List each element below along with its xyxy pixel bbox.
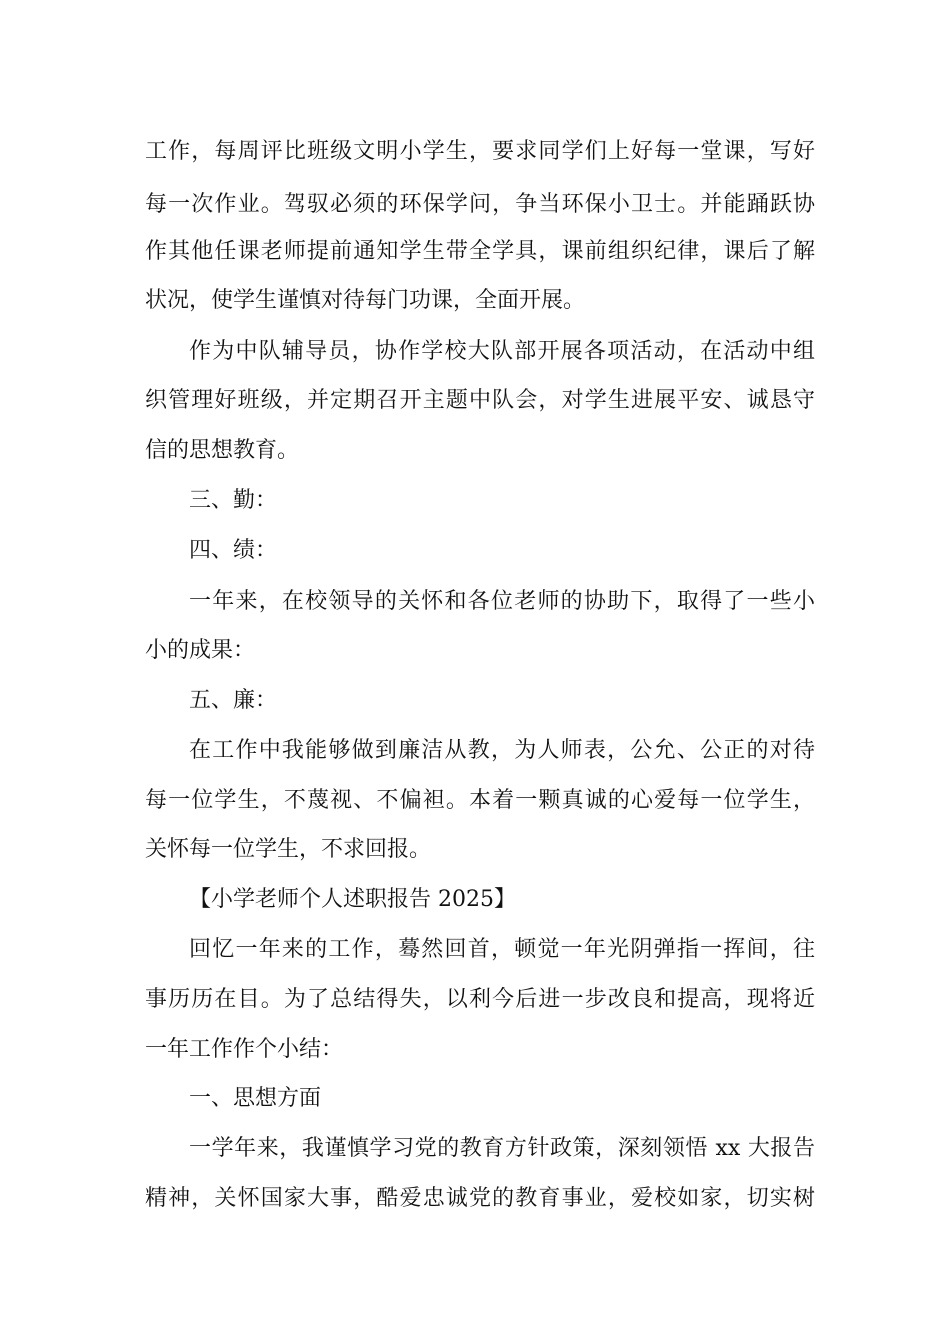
paragraph-line: 事历历在目。为了总结得失，以利今后进一步改良和提高，现将近 — [145, 987, 815, 1012]
paragraph-line: 作其他任课老师提前通知学生带全学具，课前组织纪律，课后了解 — [145, 239, 815, 264]
section-heading: 四、绩： — [189, 538, 278, 563]
paragraph-line: 小的成果： — [145, 638, 256, 663]
paragraph-line: 一年工作作个小结： — [145, 1037, 344, 1062]
paragraph-line: 每一位学生，不蔑视、不偏袒。本着一颗真诚的心爱每一位学生， — [145, 788, 815, 813]
paragraph-line: 在工作中我能够做到廉洁从教，为人师表，公允、公正的对待 — [189, 738, 815, 763]
paragraph-line: 工作，每周评比班级文明小学生，要求同学们上好每一堂课，写好 — [145, 139, 815, 164]
section-heading: 三、勤： — [189, 488, 278, 513]
paragraph-line: 状况，使学生谨慎对待每门功课，全面开展。 — [145, 288, 586, 313]
paragraph-line: 一学年来，我谨慎学习党的教育方针政策，深刻领悟 xx 大报告 — [189, 1136, 815, 1161]
paragraph-line: 一年来，在校领导的关怀和各位老师的协助下，取得了一些小 — [189, 589, 815, 614]
paragraph-line: 作为中队辅导员，协作学校大队部开展各项活动，在活动中组 — [189, 339, 815, 364]
paragraph-line: 每一次作业。驾驭必须的环保学问，争当环保小卫士。并能踊跃协 — [145, 192, 815, 217]
paragraph-line: 织管理好班级，并定期召开主题中队会，对学生进展平安、诚恳守 — [145, 388, 815, 413]
paragraph-line: 精神，关怀国家大事，酷爱忠诚党的教育事业，爱校如家，切实树 — [145, 1186, 815, 1211]
section-heading: 五、廉： — [189, 688, 278, 713]
paragraph-line: 回忆一年来的工作，蓦然回首，顿觉一年光阴弹指一挥间，往 — [189, 937, 815, 962]
paragraph-line: 信的思想教育。 — [145, 438, 300, 463]
document-title: 【小学老师个人述职报告 2025】 — [189, 887, 516, 912]
paragraph-line: 关怀每一位学生，不求回报。 — [145, 837, 432, 862]
section-heading: 一、思想方面 — [189, 1086, 322, 1111]
